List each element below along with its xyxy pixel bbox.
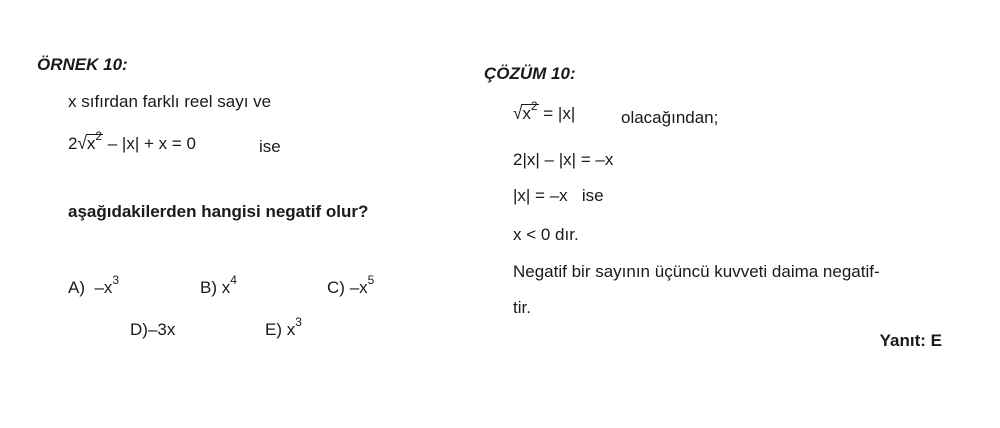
radicand: $x^2$ xyxy=(86,129,102,153)
square-root xyxy=(513,99,539,124)
solution-line-1-suffix: olacağından; xyxy=(621,108,719,127)
radicand: $x^2$ xyxy=(522,99,538,123)
answer-label: Yanıt: E xyxy=(879,331,942,350)
solution-line-1: $√x^2 = |x|$ xyxy=(513,99,576,124)
radical-sign: √ xyxy=(77,133,87,154)
example-equation xyxy=(68,129,196,154)
solution-line-6: tir. xyxy=(513,298,531,317)
solution-line-2: 2|x| – |x| = –x xyxy=(513,150,614,169)
example-condition-text: x sıfırdan farklı reel sayı ve xyxy=(68,92,272,111)
example-heading: ÖRNEK 10: xyxy=(37,55,128,74)
example-question: aşağıdakilerden hangisi negatif olur? xyxy=(68,202,369,221)
solution-line-4: x < 0 dır. xyxy=(513,225,579,244)
equation-suffix: ise xyxy=(259,137,281,156)
square-root xyxy=(77,129,103,154)
solution-line-3: |x| = –x ise xyxy=(513,186,604,205)
solution-line-5: Negatif bir sayının üçüncü kuvveti daima negatif- xyxy=(513,262,880,281)
equation-rest: – |x| + x = 0 xyxy=(103,134,196,153)
option-b: B) $x^4$ xyxy=(200,273,237,297)
option-a: A) $-x^3$ xyxy=(68,273,120,297)
option-d: D)–3x xyxy=(130,320,176,339)
equation-coefficient: 2 xyxy=(68,134,78,153)
option-e: E) $x^3$ xyxy=(265,315,302,339)
radical-sign: √ xyxy=(513,103,523,124)
option-c: C) $-x^5$ xyxy=(327,273,375,297)
solution-heading: ÇÖZÜM 10: xyxy=(484,64,576,83)
